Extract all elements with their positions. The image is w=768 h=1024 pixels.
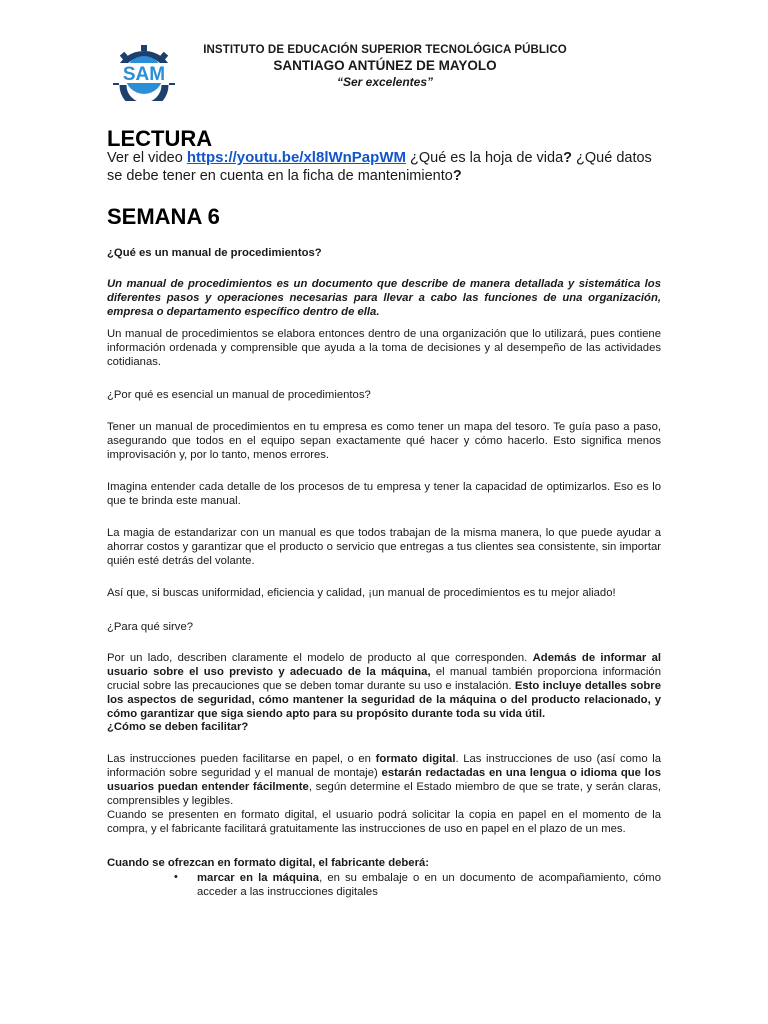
section-title-semana: SEMANA 6: [107, 204, 220, 229]
paragraph-facilitar: Las instrucciones pueden facilitarse en papel, o en formato digital. Las instrucciones de uso (así como la información sobre seguridad y el manual de montaje) estarán redactadas en una lengua o idioma que los usuarios puedan entender fácilmente, según determine el Estado miembro de que se trate, y serán claras, comprensibles y legibles.: [107, 753, 662, 807]
question-hoja-de-vida: ¿Qué es la hoja de vida: [410, 150, 564, 166]
heading-que-es-manual: ¿Qué es un manual de procedimientos?: [107, 247, 322, 259]
section-title-lectura: LECTURA: [107, 126, 213, 151]
heading-por-que-esencial: ¿Por qué es esencial un manual de procedimientos?: [107, 389, 371, 401]
logo-text: SAM: [122, 64, 166, 85]
paragraph-para-que-sirve: Por un lado, describen claramente el modelo de producto al que corresponden. Además de informar al usuario sobre el uso previsto y adecuado de la máquina, el manual también proporciona información crucial sobre las precauciones que se deben tomar durante su uso e instalación. Esto incluye detalles sobre los aspectos de seguridad, cómo mantener la seguridad de la máquina o del producto relacionado, y cómo garantizar que siga siendo apto para su propósito durante toda su vida útil.: [107, 652, 661, 720]
question-mark: ?: [452, 168, 462, 184]
paragraph-estandarizar: La magia de estandarizar con un manual es que todos trabajan de la misma manera, lo que puede ayudar a ahorrar costos y garantizar que el producto o servicio que entregas a tus clientes sea consistente, sin importar quién esté detrás del volante.: [107, 527, 661, 567]
paragraph-mapa-tesoro: Tener un manual de procedimientos en tu empresa es como tener un mapa del tesoro. Te guía paso a paso, asegurando que todos en el equipo sepan exactamente qué hacer y cómo hacerlo. Esto significa menos improvisación y, por lo tanto, menos errores.: [107, 421, 661, 461]
lectura-instructions: [107, 149, 667, 185]
bullet-icon: •: [174, 871, 178, 883]
video-link[interactable]: https://youtu.be/xl8lWnPapWM: [186, 149, 406, 166]
paragraph-optimizar: Imagina entender cada detalle de los procesos de tu empresa y tener la capacidad de optimizarlos. Eso es lo que te brinda este manual.: [107, 481, 661, 507]
paragraph-mejor-aliado: Así que, si buscas uniformidad, eficiencia y calidad, ¡un manual de procedimientos es tu mejor aliado!: [107, 587, 616, 599]
list-item-marcar-maquina: marcar en la máquina, en su embalaje o en un documento de acompañamiento, cómo acceder a las instrucciones digitales: [197, 872, 661, 898]
paragraph-elaboracion: Un manual de procedimientos se elabora entonces dentro de una organización que lo utilizará, pues contiene información ordenada y comprensible que ayuda a la toma de decisiones y al desempeño de las actividades cotidianas.: [107, 328, 661, 368]
question-ficha: ¿Qué datos se debe tener en cuenta en la ficha de mantenimiento: [107, 150, 652, 184]
paragraph-formato-digital: Cuando se presenten en formato digital, el usuario podrá solicitar la copia en papel en el momento de la compra, y el fabricante facilitará gratuitamente las instrucciones de uso en papel en el plazo de un mes.: [107, 809, 661, 835]
institute-name: SANTIAGO ANTÚNEZ DE MAYOLO: [273, 58, 497, 73]
heading-fabricante-debera: Cuando se ofrezcan en formato digital, el fabricante deberá:: [107, 857, 430, 869]
institute-type: INSTITUTO DE EDUCACIÓN SUPERIOR TECNOLÓGICA PÚBLICO: [203, 44, 567, 56]
question-mark: ?: [563, 150, 573, 166]
video-prefix: Ver el video: [107, 150, 183, 166]
definition-paragraph: Un manual de procedimientos es un documento que describe de manera detallada y sistemática los diferentes pasos y operaciones necesarias para llevar a cabo las funciones de una organización, empresa o departamento específico dentro de ella.: [107, 278, 661, 318]
heading-como-facilitar: ¿Cómo se deben facilitar?: [107, 721, 249, 733]
heading-para-que-sirve: ¿Para qué sirve?: [107, 621, 194, 633]
institute-logo: [107, 41, 181, 101]
institute-motto: “Ser excelentes”: [336, 75, 434, 89]
